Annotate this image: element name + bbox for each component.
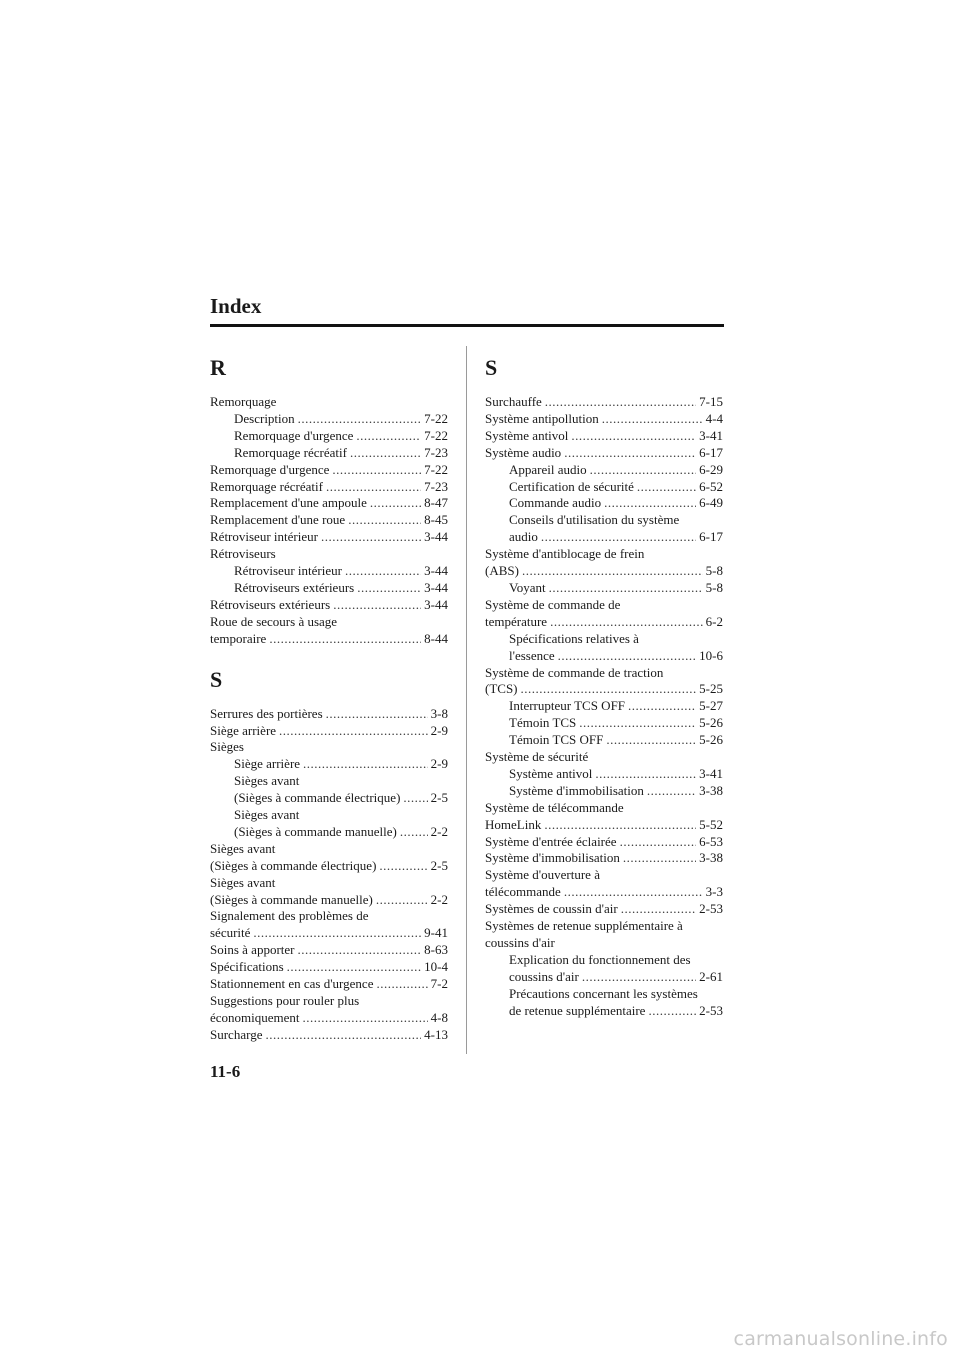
dot-leader [590,462,697,479]
entry-text: Remorquage récréatif [210,478,323,494]
entry-text: Remorquage [210,394,277,409]
entry-text: Témoin TCS OFF [509,732,604,748]
index-entry-line [210,479,448,496]
entry-text: économiquement [210,1009,300,1025]
dot-leader [521,681,697,698]
page-reference: 5-8 [705,563,723,579]
page-reference: 5-26 [699,715,723,731]
page-reference: 2-9 [430,756,448,772]
entry-text: l'essence [509,647,555,663]
index-entry [210,875,448,909]
dot-leader [303,1010,428,1027]
entry-text: Signalement des problèmes de [210,908,369,924]
index-subentry-line [485,698,723,715]
index-entry-line [485,850,723,867]
index-entry-line [485,834,723,851]
entry-text: Systèmes de coussin d'air [485,901,618,917]
entry-text: Remorquage d'urgence [234,427,354,443]
dot-leader [253,925,421,942]
page-reference: 3-8 [430,705,448,721]
dot-leader [287,959,422,976]
page-reference: 5-8 [705,579,723,595]
page-reference: 3-44 [424,563,448,579]
index-entry [485,394,723,411]
page-reference: 7-23 [424,444,448,460]
index-subentry-line [210,807,448,824]
index-entry-line [485,597,723,614]
entry-text: (Sièges à commande manuelle) [234,823,397,839]
entry-text: coussins d'air [509,968,579,984]
index-entry [210,394,448,462]
entry-text: Spécifications [210,959,284,975]
index-subentry-line [485,732,723,749]
entry-text: Sièges avant [210,874,276,890]
page-reference: 4-13 [424,1026,448,1042]
entry-text: Rétroviseurs extérieurs [234,579,355,595]
page-reference: 6-2 [705,613,723,629]
index-entry [485,867,723,901]
page-reference: 2-9 [430,722,448,738]
page-reference: 3-44 [424,529,448,545]
dot-leader [550,614,703,631]
index-entry [210,976,448,993]
index-subentry-line [210,773,448,790]
index-subentry-line [485,512,723,529]
page-reference: 7-23 [424,478,448,494]
section-letter: S [210,666,223,692]
index-entry-line [485,935,723,952]
dot-leader [564,884,703,901]
index-subentry-line [485,462,723,479]
entry-text: Système antivol [509,765,593,781]
index-subentry-line [210,756,448,773]
index-entry-line [485,817,723,834]
index-entry-line [210,631,448,648]
entry-text: (TCS) [485,681,518,697]
entry-text: Surcharge [210,1026,263,1042]
entry-text: Spécifications relatives à [509,630,639,646]
dot-leader [357,580,421,597]
page-reference: 3-38 [699,782,723,798]
index-subentry-line [485,495,723,512]
entry-text: Rétroviseurs extérieurs [210,596,331,612]
index-entry-line [210,723,448,740]
dot-leader [376,976,427,993]
page-reference: 3-41 [699,427,723,443]
page-reference: 7-22 [424,410,448,426]
dot-leader [348,512,421,529]
index-entry-line [210,495,448,512]
entry-text: Précautions concernant les systèmes [509,985,698,1001]
index-entry [485,749,723,800]
index-entry-line [485,918,723,935]
index-entry-line [210,706,448,723]
page-reference: 2-5 [430,790,448,806]
dot-leader [637,479,696,496]
entry-text: Système d'ouverture à [485,867,600,883]
index-entry-line [485,411,723,428]
page-reference: 6-17 [699,529,723,545]
index-entry-line [210,875,448,892]
entry-text: Siège arrière [234,756,301,772]
entry-text: Serrures des portières [210,705,323,721]
dot-leader [564,445,696,462]
index-subentry-line [485,715,723,732]
entry-text: Interrupteur TCS OFF [509,698,626,714]
entry-text: température [485,613,548,629]
entry-text: Système de commande de traction [485,664,664,680]
index-entry [210,1027,448,1044]
index-entry [210,841,448,875]
index-entry [210,706,448,723]
dot-leader [356,428,421,445]
column-divider [466,346,467,1054]
index-entry [210,739,448,840]
dot-leader [621,901,696,918]
index-entry-line [485,428,723,445]
dot-leader [400,824,428,841]
entry-text: Stationnement en cas d'urgence [210,976,374,992]
entry-text: HomeLink [485,816,542,832]
dot-leader [279,723,428,740]
page-reference: 5-52 [699,816,723,832]
index-column-right [485,356,723,1020]
index-entry [210,479,448,496]
entry-text: Remorquage d'urgence [210,461,330,477]
index-entry [210,495,448,512]
dot-leader [544,817,696,834]
page-reference: 10-6 [699,647,723,663]
page-reference: 10-4 [424,959,448,975]
page-reference: 7-2 [430,976,448,992]
dot-leader [370,495,421,512]
index-entry-line [485,681,723,698]
page-reference: 2-5 [430,857,448,873]
page-reference: 8-44 [424,630,448,646]
page-reference: 6-17 [699,444,723,460]
entry-text: Sièges avant [234,807,300,823]
dot-leader [582,969,696,986]
dot-leader [606,732,696,749]
index-entry [210,512,448,529]
entry-text: télécommande [485,884,561,900]
entry-text: Remorquage récréatif [234,444,347,460]
dot-leader [326,479,421,496]
dot-leader [379,858,427,875]
index-entry-line [485,867,723,884]
page-reference: 8-45 [424,512,448,528]
dot-leader [620,834,697,851]
dot-leader [345,563,421,580]
index-entry-line [210,614,448,631]
index-entry-line [210,841,448,858]
entry-text: Système d'immobilisation [509,782,644,798]
dot-leader [549,580,703,597]
page-reference: 3-44 [424,596,448,612]
page-reference: 5-26 [699,732,723,748]
entry-text: sécurité [210,925,251,941]
entry-text: Remplacement d'une ampoule [210,495,367,511]
index-entry [210,993,448,1027]
entry-text: Rétroviseurs [210,546,276,562]
index-entry-line [210,976,448,993]
index-subentry-line [485,479,723,496]
page-reference: 7-22 [424,427,448,443]
entry-text: Sièges avant [234,773,300,789]
index-subentry-line [210,411,448,428]
dot-leader [298,411,422,428]
entry-text: Description [234,410,295,426]
index-entry-line [485,614,723,631]
entry-text: coussins d'air [485,935,555,950]
entry-text: Système de sécurité [485,749,589,765]
page-reference: 3-41 [699,765,723,781]
dot-leader [303,756,428,773]
page-reference: 3-44 [424,579,448,595]
index-entry [485,411,723,428]
dot-leader [522,563,703,580]
entry-text: Soins à apporter [210,942,295,958]
dot-leader [558,648,697,665]
index-column-left [210,356,448,1044]
page-reference: 4-4 [705,410,723,426]
dot-leader [647,783,696,800]
index-entry [210,597,448,614]
entry-text: Certification de sécurité [509,478,634,494]
index-subentry-line [210,428,448,445]
index-entry-line [210,1027,448,1044]
index-subentry-line [210,580,448,597]
page-reference: 2-53 [699,901,723,917]
entry-text: (Sièges à commande électrique) [210,857,377,873]
entry-text: Systèmes de retenue supplémentaire à [485,918,683,934]
dot-leader [595,766,696,783]
page-reference: 6-52 [699,478,723,494]
index-entry-line [210,546,448,563]
entry-text: Système audio [485,444,562,460]
dot-leader [571,428,696,445]
index-entry-line [210,892,448,909]
index-entry [485,597,723,665]
entry-text: Conseils d'utilisation du système [509,512,680,528]
entry-text: (Sièges à commande manuelle) [210,891,373,907]
index-entry [210,908,448,942]
index-entry-line [210,597,448,614]
entry-text: Système antipollution [485,410,599,426]
index-entry-line [210,462,448,479]
page-reference: 6-49 [699,495,723,511]
index-entry [210,462,448,479]
index-entry-line [210,512,448,529]
index-entry [485,834,723,851]
dot-leader [350,445,421,462]
dot-leader [541,529,696,546]
index-entry [210,723,448,740]
dot-leader [648,1003,696,1020]
index-subentry-line [210,445,448,462]
page-reference: 7-15 [699,394,723,409]
index-entry [485,428,723,445]
entry-text: de retenue supplémentaire [509,1002,646,1018]
index-entry-line [210,739,448,756]
index-entry-line [210,925,448,942]
entry-text: Surchauffe [485,394,542,409]
index-subentry-line [485,648,723,665]
entry-text: Remplacement d'une roue [210,512,346,528]
page-title: Index [210,294,262,318]
index-entry [485,546,723,597]
index-subentry-line [485,631,723,648]
entry-text: Rétroviseur intérieur [234,563,342,579]
page-reference: 8-63 [424,942,448,958]
entry-text: Témoin TCS [509,715,577,731]
index-subentry-line [485,766,723,783]
page-reference: 2-2 [430,891,448,907]
entry-text: Système de télécommande [485,799,624,815]
entry-text: Système antivol [485,427,569,443]
page-reference: 3-3 [705,884,723,900]
entry-text: Sièges [210,739,244,755]
page-reference: 2-2 [430,823,448,839]
index-entry-line [485,749,723,766]
page-reference: 8-47 [424,495,448,511]
index-entry-line [210,529,448,546]
index-subentry-line [485,969,723,986]
index-entry [485,800,723,834]
dot-leader [321,529,421,546]
entry-text: Roue de secours à usage [210,613,338,629]
index-entry [210,942,448,959]
page-reference: 5-27 [699,698,723,714]
index-entry-line [210,1010,448,1027]
entry-text: Système d'entrée éclairée [485,833,617,849]
dot-leader [265,1027,421,1044]
page-reference: 5-25 [699,681,723,697]
dot-leader [602,411,703,428]
index-entry-line [210,858,448,875]
page-reference: 3-38 [699,850,723,866]
index-entry-line [210,959,448,976]
page-reference: 9-41 [424,925,448,941]
page-number: 11-6 [210,1062,241,1081]
index-entry-line [210,942,448,959]
index-subentry-line [210,790,448,807]
index-entry [485,445,723,546]
entry-text: Sièges avant [210,840,276,856]
index-subentry-line [485,529,723,546]
entry-text: Explication du fonctionnement des [509,951,691,967]
dot-leader [604,495,696,512]
index-subentry-line [485,580,723,597]
entry-text: Siège arrière [210,722,277,738]
dot-leader [623,850,696,867]
index-entry [210,529,448,546]
entry-text: audio [509,529,538,545]
index-entry-line [485,546,723,563]
entry-text: Appareil audio [509,461,587,477]
page-reference: 2-53 [699,1002,723,1018]
index-entry-line [210,908,448,925]
entry-text: Système de commande de [485,596,621,612]
index-entry-line [210,993,448,1010]
dot-leader [403,790,427,807]
index-entry [485,901,723,918]
index-subentry-line [485,783,723,800]
dot-leader [269,631,421,648]
page-reference: 7-22 [424,461,448,477]
dot-leader [545,394,696,411]
index-entry-line [210,394,448,411]
entry-text: Système d'antiblocage de frein [485,546,645,562]
index-subentry-line [210,563,448,580]
index-entry-line [485,665,723,682]
entry-text: (ABS) [485,563,519,579]
page-reference: 6-53 [699,833,723,849]
page-reference: 2-61 [699,968,723,984]
index-entry-line [485,563,723,580]
page-reference: 4-8 [430,1009,448,1025]
entry-text: Commande audio [509,495,602,511]
index-entry [210,959,448,976]
index-subentry-line [485,1003,723,1020]
entry-text: Voyant [509,579,546,595]
watermark: carmanualsonline.info [733,1328,948,1350]
entry-text: Suggestions pour rouler plus [210,993,360,1008]
title-rule [210,324,724,327]
section-letter: S [485,355,498,380]
page-reference: 6-29 [699,461,723,477]
dot-leader [326,706,428,723]
index-subentry-line [485,952,723,969]
entry-text: Système d'immobilisation [485,850,620,866]
index-entry-line [485,884,723,901]
index-entry [210,546,448,597]
dot-leader [297,942,421,959]
dot-leader [579,715,696,732]
index-entry-line [485,800,723,817]
entry-text: temporaire [210,630,267,646]
index-entry [210,614,448,648]
index-entry-line [485,445,723,462]
index-entry [485,918,723,1019]
entry-text: Rétroviseur intérieur [210,529,318,545]
dot-leader [333,597,421,614]
dot-leader [376,892,428,909]
dot-leader [332,462,421,479]
index-entry-line [485,901,723,918]
section-letter: R [210,355,226,380]
index-entry [485,850,723,867]
entry-text: (Sièges à commande électrique) [234,790,401,806]
index-entry [485,665,723,750]
index-subentry-line [485,986,723,1003]
index-subentry-line [210,824,448,841]
index-entry-line [485,394,723,411]
dot-leader [628,698,696,715]
